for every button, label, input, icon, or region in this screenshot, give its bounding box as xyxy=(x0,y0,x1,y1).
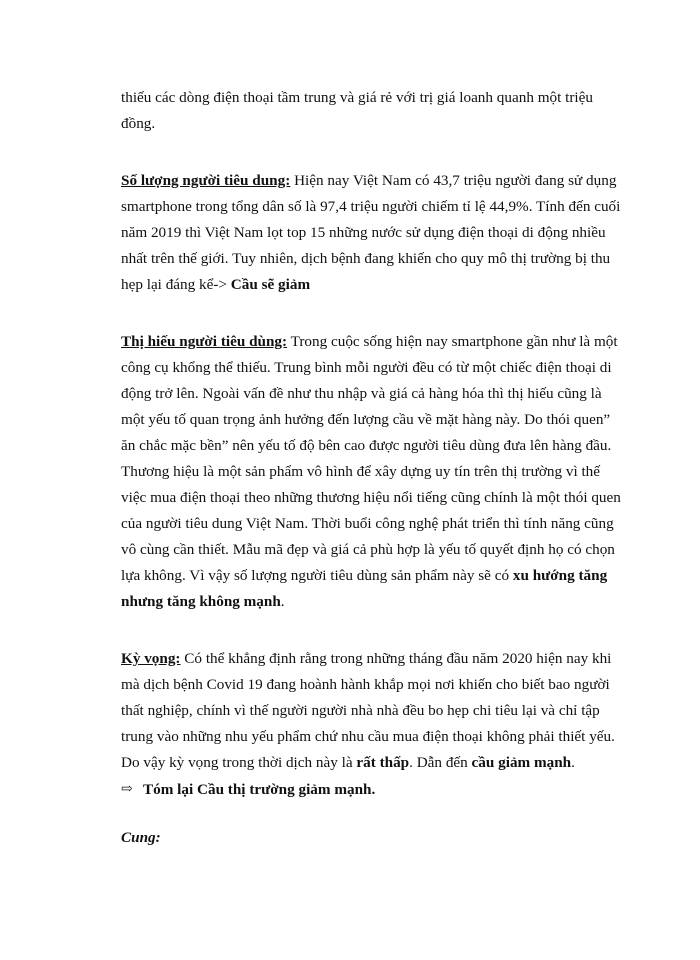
section-heading-supply: Cung: xyxy=(121,829,161,846)
paragraph-emphasis-low: rất thấp xyxy=(356,754,410,771)
paragraph-intro-continuation xyxy=(121,85,621,137)
paragraph-end-punct: . xyxy=(280,593,285,610)
paragraph-heading: Thị hiếu người tiêu dùng: xyxy=(121,333,288,350)
summary-text: Tóm lại Cầu thị trường giảm mạnh. xyxy=(143,781,376,798)
paragraph-consumer-count xyxy=(121,168,621,298)
paragraph-conclusion: xu hướng tăng nhưng tăng không mạnh xyxy=(121,567,608,610)
right-arrow-icon: ⇨ xyxy=(121,782,133,797)
paragraph-heading: Kỳ vọng: xyxy=(121,650,181,667)
paragraph-text: Có thể khẳng định rằng trong những tháng đầu năm 2020 hiện nay khi mà dịch bệnh Covid 19 đang hoành hành khắp mọi nơi khiến cho biết bao người thất nghiệp, chính vì thế người người nhà nhà đều bo hẹp chi tiêu lại và chỉ tập trung vào những nhu yếu phẩm chứ nhu cầu mua điện thoại không phải thiết yếu. Do vậy kỳ vọng trong thời dịch này là xyxy=(121,650,615,771)
paragraph-conclusion: Cầu sẽ giảm xyxy=(230,276,311,293)
paragraph-heading: Số lượng người tiêu dung: xyxy=(121,172,291,189)
paragraph-text-mid: . Dẫn đến xyxy=(409,754,472,771)
paragraph-expectation xyxy=(121,646,621,776)
paragraph-text: thiếu các dòng điện thoại tầm trung và giá rẻ với trị giá loanh quanh một triệu đồng. xyxy=(121,89,593,132)
paragraph-emphasis-demand: cầu giảm mạnh xyxy=(471,754,572,771)
summary-line xyxy=(121,777,621,803)
paragraph-text: Hiện nay Việt Nam có 43,7 triệu người đang sử dụng smartphone trong tổng dân số là 97,4 triệu người chiếm tỉ lệ 44,9%. Tính đến cuối năm 2019 thì Việt Nam lọt top 15 những nước sử dụng điện thoại di động nhiều nhất trên thế giới. Tuy nhiên, dịch bệnh đang khiến cho quy mô thị trường bị thu hẹp lại đáng kể-> xyxy=(121,172,621,293)
document-body xyxy=(121,85,621,851)
paragraph-text: Trong cuộc sống hiện nay smartphone gần như là một công cụ khổng thể thiếu. Trung bình mỗi người đều có từ một chiếc điện thoại di động trở lên. Ngoài vấn đề như thu nhập và giá cả hàng hóa thì thị hiếu cũng là một yếu tố quan trọng ảnh hưởng đến lượng cầu về mặt hàng này. Do thói quen” ăn chắc mặc bền” nên yếu tố độ bên cao được người tiêu dùng đưa lên hàng đầu. Thương hiệu là một sản phẩm vô hình để xây dựng uy tín trên thị trường vì thế việc mua điện thoại theo những thương hiệu nổi tiếng cũng chính là một thói quen của người tiêu dung Việt Nam. Thời buổi công nghệ phát triển thì tính năng cũng vô cùng cần thiết. Mẫu mã đẹp và giá cả phù hợp là yếu tố quyết định họ có chọn lựa không. Vì vậy số lượng người tiêu dùng sản phẩm này sẽ có xyxy=(121,333,621,584)
paragraph-end-punct: . xyxy=(571,754,575,771)
paragraph-consumer-taste xyxy=(121,329,621,615)
